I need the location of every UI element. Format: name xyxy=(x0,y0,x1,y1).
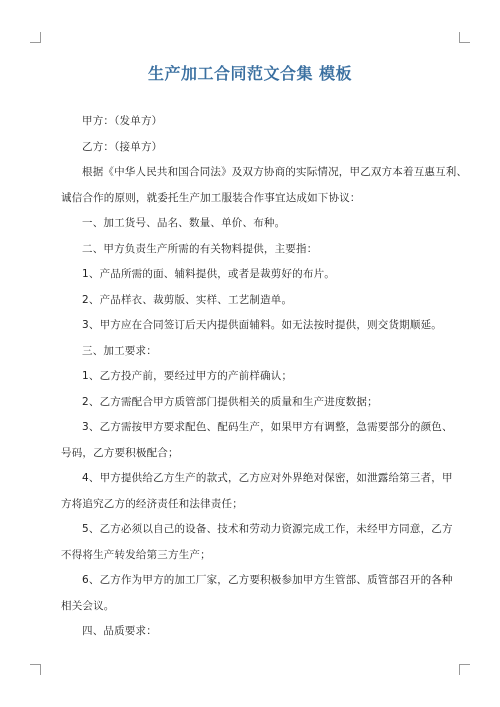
document-line: 诚信合作的原则，就委托生产加工服装合作事宜达成如下协议： xyxy=(61,191,361,204)
document-body xyxy=(61,109,468,645)
document-line: 方将追究乙方的经济责任和法律责任； xyxy=(61,497,243,510)
crop-mark-bottom-right xyxy=(459,664,470,675)
document-line: 根据《中华人民共和国合同法》及双方协商的实际情况，甲乙双方本着互惠互利、 xyxy=(82,166,468,178)
crop-mark-top-right xyxy=(459,32,470,43)
document-line: 1、乙方投产前，要经过甲方的产前样确认； xyxy=(82,370,293,382)
document-line: 2、产品样衣、裁剪版、实样、工艺制造单。 xyxy=(82,293,293,306)
document-line: 二、甲方负责生产所需的有关物料提供，主要指： xyxy=(82,242,318,255)
document-line: 3、甲方应在合同签订后天内提供面辅料。如无法按时提供，则交货期顺延。 xyxy=(82,319,442,331)
document-line: 6、乙方作为甲方的加工厂家，乙方要积极参加甲方生管部、质管部召开的各种 xyxy=(82,574,453,586)
document-line: 号码，乙方要积极配合； xyxy=(61,446,179,459)
document-line: 3、乙方需按甲方要求配色、配码生产，如果甲方有调整，急需要部分的颜色、 xyxy=(82,421,453,433)
document-line: 不得将生产转发给第三方生产； xyxy=(61,548,211,561)
crop-mark-top-left xyxy=(30,32,41,43)
document-line: 一、加工货号、品名、数量、单价、布种。 xyxy=(82,217,286,229)
document-line: 三、加工要求： xyxy=(82,344,157,357)
document-line: 四、品质要求： xyxy=(82,625,157,637)
document-line: 2、乙方需配合甲方质管部门提供相关的质量和生产进度数据； xyxy=(82,395,378,408)
document-line: 5、乙方必须以自己的设备、技术和劳动力资源完成工作，未经甲方同意，乙方 xyxy=(82,523,453,535)
document-title: 生产加工合同范文合集 模板 xyxy=(147,64,353,83)
document-line: 乙方：（接单方） xyxy=(82,140,163,153)
crop-mark-bottom-left xyxy=(30,664,41,675)
document-line: 4、甲方提供给乙方生产的款式，乙方应对外界绝对保密，如泄露给第三者，甲 xyxy=(82,472,453,484)
document-line: 1、产品所需的面、辅料提供，或者是裁剪好的布片。 xyxy=(82,268,335,280)
document-line: 相关会议。 xyxy=(61,599,115,612)
document-line: 甲方：（发单方） xyxy=(82,115,163,127)
